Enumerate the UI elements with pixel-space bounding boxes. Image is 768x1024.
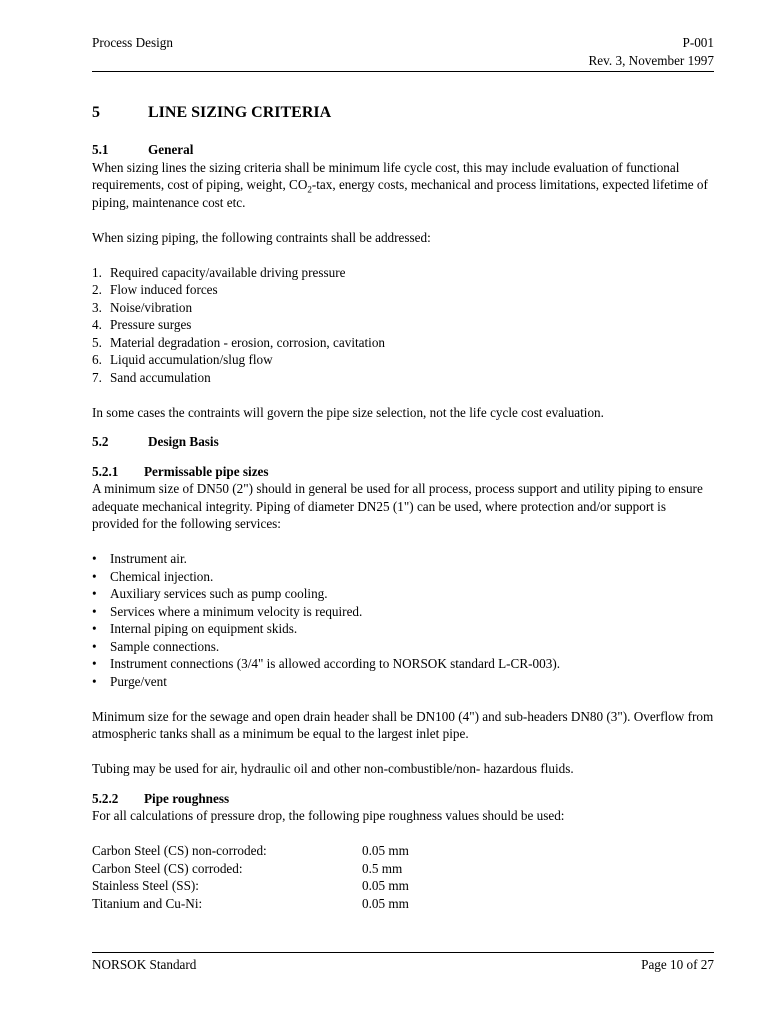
section-title: General [148, 142, 194, 157]
list-item: 7. Sand accumulation [92, 369, 211, 385]
section-5-2-heading [92, 433, 714, 451]
list-item: • Internal piping on equipment skids. [92, 621, 298, 636]
roughness-table [92, 842, 714, 912]
general-paragraph-3: In some cases the contraints will govern the pipe size selection, not the life cycle cost evaluation. [92, 404, 604, 420]
roughness-paragraph: For all calculations of pressure drop, the following pipe roughness values should be used: [92, 808, 565, 823]
section-5-2-1-heading [92, 463, 714, 481]
bullet-icon: • [92, 568, 97, 584]
section-number: 5 [92, 104, 100, 121]
section-5-2-2-heading [92, 790, 714, 808]
table-row: Carbon Steel (CS) corroded: 0.5 mm [92, 860, 403, 876]
document-body [92, 102, 714, 912]
general-paragraph-2: When sizing piping, the following contraints shall be addressed: [92, 229, 431, 245]
pipe-sizes-paragraph-3: Tubing may be used for air, hydraulic oil and other non-combustible/non- hazardous fluids. [92, 761, 574, 776]
header-doc-info [589, 34, 715, 69]
list-item: • Auxiliary services such as pump cooling. [92, 586, 328, 601]
bullet-icon: • [92, 673, 97, 689]
header-doc-id: P-001 [682, 35, 714, 50]
list-item: • Chemical injection. [92, 568, 214, 584]
section-5-1-heading [92, 141, 714, 159]
bullet-icon: • [92, 656, 97, 671]
table-row: Titanium and Cu-Ni: 0.05 mm [92, 895, 409, 911]
constraints-list [92, 264, 714, 387]
section-title: Design Basis [148, 434, 219, 449]
table-row: Carbon Steel (CS) non-corroded: 0.05 mm [92, 843, 409, 858]
header-revision: Rev. 3, November 1997 [588, 52, 714, 68]
bullet-icon: • [92, 586, 97, 601]
section-title: Pipe roughness [144, 790, 230, 806]
list-item: • Sample connections. [92, 638, 220, 654]
list-item: 6. Liquid accumulation/slug flow [92, 352, 273, 367]
list-item: • Instrument air. [92, 551, 187, 566]
section-number: 5.1 [92, 142, 109, 157]
bullet-icon: • [92, 551, 97, 566]
header-divider [92, 71, 714, 72]
list-item: • Purge/vent [92, 673, 167, 689]
services-list [92, 550, 714, 690]
section-number: 5.2 [92, 434, 109, 449]
section-title: LINE SIZING CRITERIA [148, 104, 332, 121]
general-paragraph-1: When sizing lines the sizing criteria shall be minimum life cycle cost, this may include evaluation of functional requirements, cost of piping, weight, $CO_2$-tax, energy costs, mechanical and process limitations, expected lifetime of piping, maintenance cost etc. [92, 159, 708, 210]
list-item: • Services where a minimum velocity is required. [92, 603, 363, 619]
footer-standard: NORSOK Standard [92, 957, 197, 972]
list-item: 3. Noise/vibration [92, 299, 193, 315]
section-5-heading [92, 102, 714, 124]
pipe-sizes-paragraph-1: A minimum size of DN50 (2") should in general be used for all process, process support and utility piping to ensure adequate mechanical integrity. Piping of diameter DN25 (1") can be used, where protection and/or support is provided for the following services: [92, 481, 703, 531]
list-item: • Instrument connections (3/4" is allowed according to NORSOK standard L-CR-003). [92, 656, 561, 671]
bullet-icon: • [92, 621, 97, 636]
header-title: Process Design [92, 35, 173, 50]
list-item: 2. Flow induced forces [92, 282, 218, 297]
footer-divider [92, 952, 714, 953]
list-item: 5. Material degradation - erosion, corrosion, cavitation [92, 334, 386, 350]
list-item: 4. Pressure surges [92, 317, 192, 332]
bullet-icon: • [92, 603, 97, 619]
pipe-sizes-paragraph-2: Minimum size for the sewage and open drain header shall be DN100 (4") and sub-headers DN80 (3"). Overflow from atmospheric tanks shall as a minimum be equal to the largest inlet pipe. [92, 708, 714, 741]
section-number: 5.2.1 [92, 463, 119, 479]
bullet-icon: • [92, 638, 97, 654]
section-title: Permissable pipe sizes [144, 463, 269, 479]
section-number: 5.2.2 [92, 790, 119, 806]
footer-page-number: Page 10 of 27 [641, 957, 714, 972]
table-row: Stainless Steel (SS): 0.05 mm [92, 878, 409, 893]
list-item: 1. Required capacity/available driving pressure [92, 264, 346, 280]
